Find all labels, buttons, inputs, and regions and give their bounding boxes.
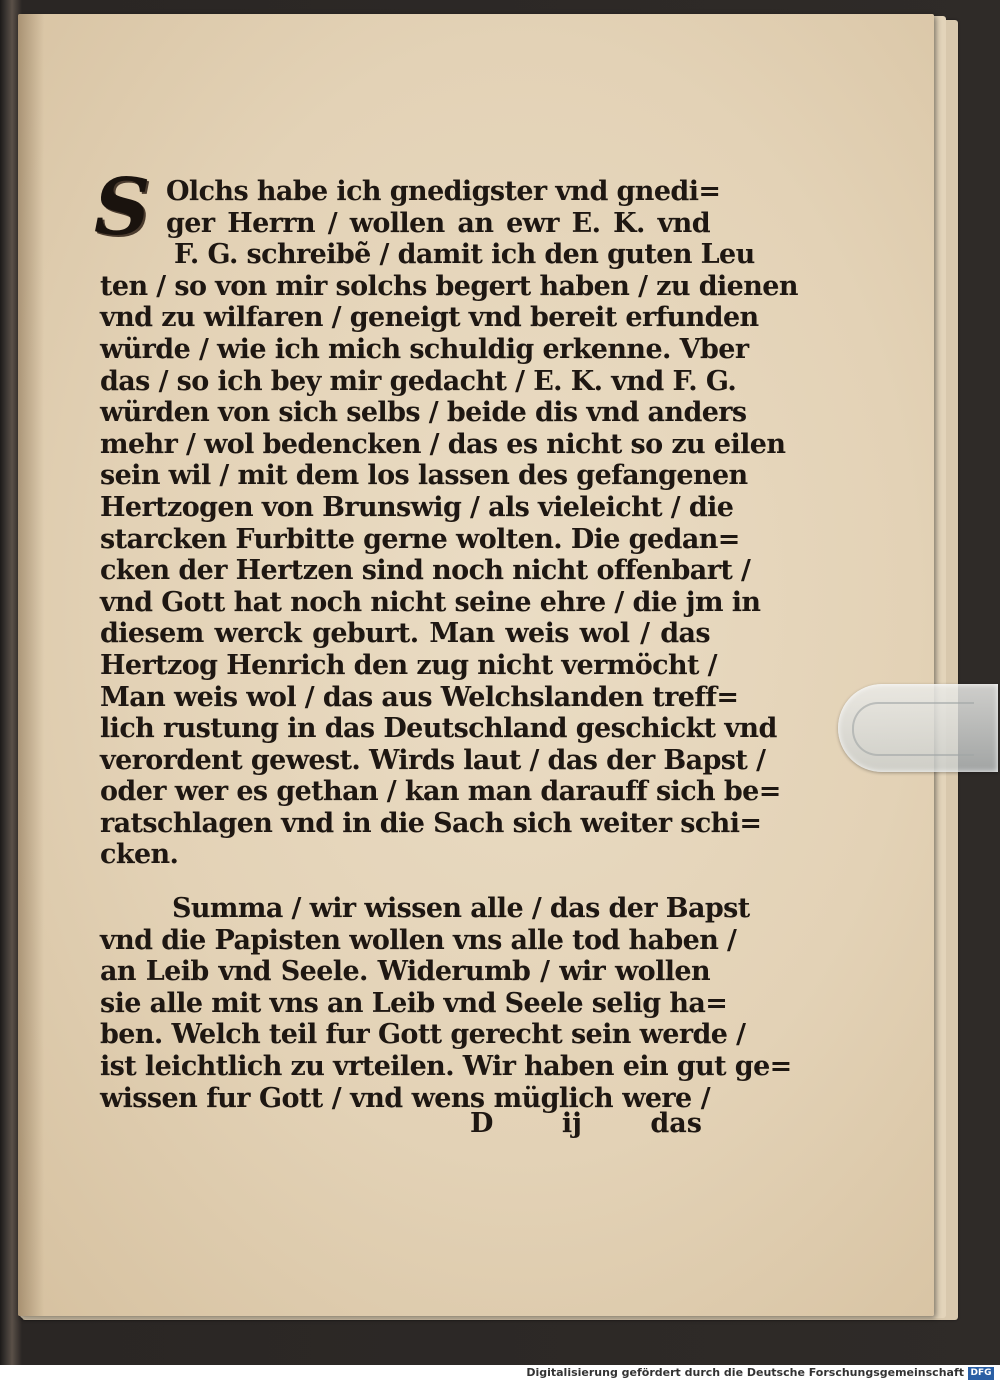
text-line: mehr / wol bedencken / das es nicht so zu eilen [100, 428, 786, 460]
text-line: ten / so von mir solchs begert haben / zu dienen [100, 270, 798, 302]
text-line: wissen fur Gott / vnd wens müglich were / [100, 1082, 710, 1114]
text-line: ben. Welch teil fur Gott gerecht sein werde / [100, 1019, 746, 1051]
text-line: ger Herrn / wollen an ewr E. K. vnd [166, 207, 710, 239]
text-line: oder wer es gethan / kan man darauff sich be= [100, 776, 781, 808]
text-line: S Olchs habe ich gnedigster vnd gnedi= [94, 162, 721, 253]
text-line: vnd die Papisten wollen vns alle tod haben / [100, 924, 737, 956]
text-line: diesem werck geburt. Man weis wol / das [100, 618, 710, 650]
text-line: sie alle mit vns an Leib vnd Seele selig ha= [100, 987, 728, 1019]
text-line: Summa / wir wissen alle / das der Bapst [172, 893, 750, 925]
text-line: sein wil / mit dem los lassen des gefangenen [100, 460, 748, 492]
text-line: verordent gewest. Wirds laut / das der Bapst / [100, 744, 766, 776]
drop-cap-initial: S [94, 162, 150, 253]
text-line: würden von sich selbs / beide dis vnd anders [100, 397, 747, 429]
text-line: würde / wie ich mich schuldig erkenne. Vber [100, 333, 749, 365]
paragraph-gap [100, 871, 710, 893]
text-line: vnd zu wilfaren / geneigt vnd bereit erfunden [100, 302, 759, 334]
signature-number: ij [561, 1108, 582, 1139]
signature-letter: D [470, 1108, 494, 1139]
text-line: vnd Gott hat noch nicht seine ehre / die jm in [100, 586, 761, 618]
text-line: cken. [100, 839, 179, 871]
text-line: cken der Hertzen sind noch nicht offenbart / [100, 555, 751, 587]
text-line: Hertzogen von Brunswig / als vieleicht / die [100, 491, 734, 523]
text-line: ist leichtlich zu vrteilen. Wir haben ein gut ge= [100, 1051, 792, 1083]
text-line: Hertzog Henrich den zug nicht vermöcht / [100, 649, 717, 681]
plastic-page-clip [838, 684, 998, 772]
text-line: F. G. schreibẽ / damit ich den guten Leu [174, 239, 755, 271]
text-line: lich rustung in das Deutschland geschickt vnd [100, 713, 777, 745]
text-line: starcken Furbitte gerne wolten. Die gedan= [100, 523, 740, 555]
dfg-logo-icon: DFG [968, 1367, 994, 1380]
text-line: ratschlagen vnd in die Sach sich weiter schi= [100, 807, 762, 839]
text-line: Man weis wol / das aus Welchslanden treff= [100, 681, 739, 713]
text-block [94, 162, 798, 1114]
footer-bar [0, 1365, 1000, 1383]
funding-credit: Digitalisierung gefördert durch die Deutsche Forschungsgemeinschaft [526, 1366, 964, 1379]
text-line: das / so ich bey mir gedacht / E. K. vnd F. G. [100, 365, 737, 397]
catchword: das [650, 1108, 702, 1139]
catch-line [470, 1108, 702, 1139]
text-line: an Leib vnd Seele. Widerumb / wir wollen [100, 956, 710, 988]
